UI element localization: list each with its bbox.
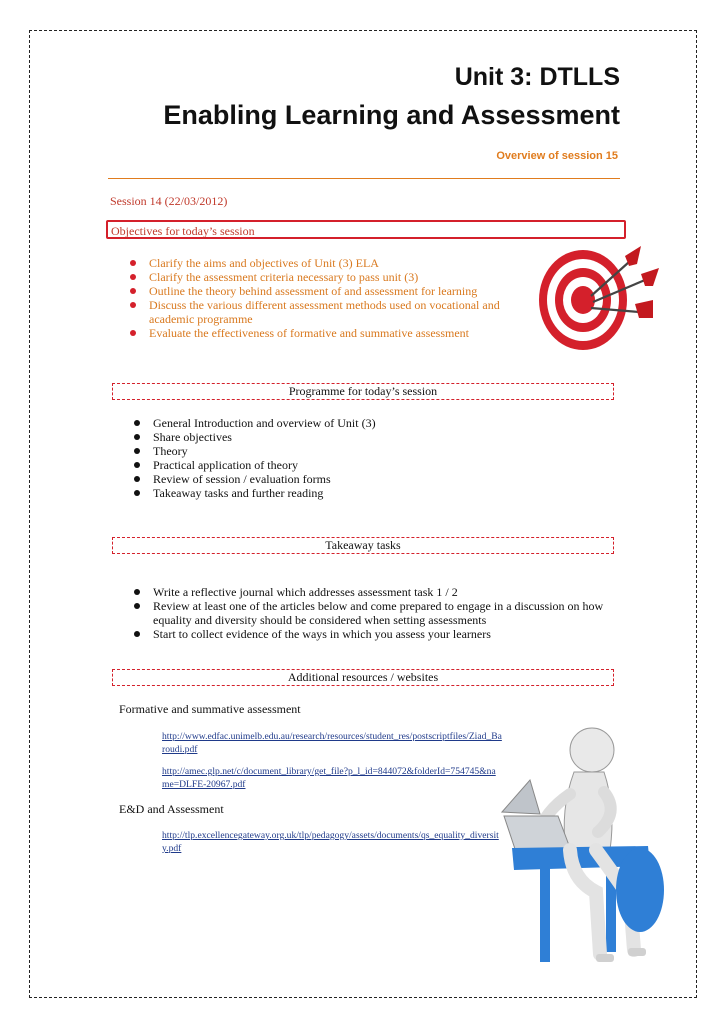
session-overview: Overview of session 15 [496,150,618,162]
list-item: Outline the theory behind assessment of and assessment for learning [120,284,510,298]
title-line-1: Unit 3: DTLLS [454,63,620,91]
list-item: Evaluate the effectiveness of formative and summative assessment [120,326,510,340]
objectives-list [120,256,510,340]
list-item: Clarify the assessment criteria necessary to pass unit (3) [120,270,510,284]
ed-assessment-label: E&D and Assessment [119,802,224,816]
header-divider [108,178,620,179]
list-item: Discuss the various different assessment methods used on vocational and academic programme [120,298,510,326]
list-item: Takeaway tasks and further reading [124,486,544,500]
list-item: Practical application of theory [124,458,544,472]
list-item: Start to collect evidence of the ways in which you assess your learners [124,627,604,641]
target-with-darts-icon [533,238,673,358]
takeaway-list [124,585,604,641]
person-at-laptop-icon [500,720,670,970]
list-item: Share objectives [124,430,544,444]
title-line-2: Enabling Learning and Assessment [163,100,620,130]
list-item: Theory [124,444,544,458]
programme-heading: Programme for today’s session [112,383,614,400]
session-label: Session 14 (22/03/2012) [110,194,228,208]
resource-link-3[interactable]: http://tlp.excellencegateway.org.uk/tlp/pedagogy/assets/documents/qs_equality_diversity.pdf [162,830,499,854]
list-item: General Introduction and overview of Unit (3) [124,416,544,430]
resources-heading: Additional resources / websites [112,669,614,686]
list-item: Write a reflective journal which addresses assessment task 1 / 2 [124,585,604,599]
programme-list [124,416,544,500]
list-item: Clarify the aims and objectives of Unit (3) ELA [120,256,510,270]
resource-link-2[interactable]: http://amec.glp.net/c/document_library/get_file?p_l_id=844072&folderId=754745&name=DLFE-20967.pdf [162,766,496,790]
resource-link-1[interactable]: http://www.edfac.unimelb.edu.au/research/resources/student_res/postscriptfiles/Ziad_Baroudi.pdf [162,731,502,755]
list-item: Review of session / evaluation forms [124,472,544,486]
formative-label: Formative and summative assessment [119,702,301,716]
objectives-heading: Objectives for today’s session [106,220,626,239]
list-item: Review at least one of the articles below and come prepared to engage in a discussion on how equality and diversity should be considered when setting assessments [124,599,604,627]
takeaway-heading: Takeaway tasks [112,537,614,554]
